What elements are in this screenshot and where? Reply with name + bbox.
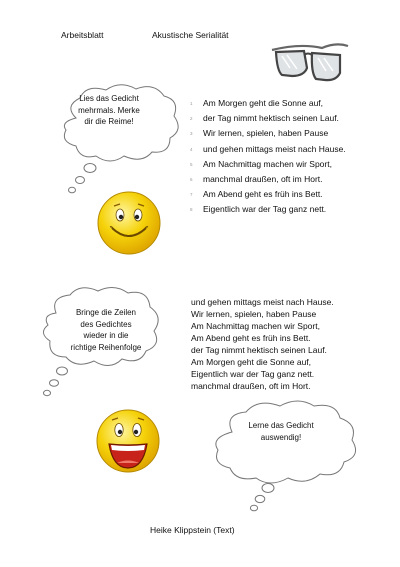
line-text: der Tag nimmt hektisch seinen Lauf. <box>203 113 339 124</box>
poem-shuffled <box>191 296 396 392</box>
thought-bubble <box>206 398 366 516</box>
worksheet-label: Arbeitsblatt <box>61 30 104 40</box>
poem-line <box>190 126 395 141</box>
bubble-line: Lerne das Gedicht <box>248 421 314 430</box>
line-number: 1 <box>190 101 193 106</box>
line-number: 4 <box>190 146 193 152</box>
poem-line <box>190 172 395 187</box>
line-number: 7 <box>190 192 193 198</box>
line-text: Am Abend geht es früh ins Bett. <box>203 189 323 200</box>
poem-line <box>190 187 395 202</box>
line-text: Wir lernen, spielen, haben Pause <box>203 128 329 139</box>
poem-line <box>190 157 395 172</box>
bubble-line: Lies das Gedicht <box>79 94 139 103</box>
line-text: Eigentlich war der Tag ganz nett. <box>203 204 327 215</box>
glasses-icon <box>270 38 350 84</box>
bubble-instruction-memorize <box>231 420 331 443</box>
bubble-instruction-read <box>64 93 154 128</box>
footer-credit: Heike Klippstein (Text) <box>150 525 235 535</box>
poem-line: Am Abend geht es früh ins Bett. <box>191 333 311 343</box>
poem-line <box>190 202 395 217</box>
laughing-smiley-icon <box>95 408 161 474</box>
poem-line <box>190 142 395 157</box>
line-number: 2 <box>190 116 193 122</box>
bubble-line: des Gedichtes <box>80 319 132 329</box>
poem-line: Am Nachmittag machen wir Sport, <box>191 321 320 331</box>
bubble-line: richtige Reihenfolge <box>70 342 142 352</box>
smiley-icon <box>96 190 162 256</box>
line-text: und gehen mittags meist nach Hause. <box>203 143 346 154</box>
bubble-line: auswendig! <box>260 432 302 442</box>
poem-line: Wir lernen, spielen, haben Pause <box>191 309 317 319</box>
poem-line <box>190 96 395 111</box>
line-text: manchmal draußen, oft im Hort. <box>203 173 323 184</box>
poem-line: und gehen mittags meist nach Hause. <box>191 297 334 307</box>
worksheet-title: Akustische Serialität <box>152 30 229 40</box>
poem-line: Eigentlich war der Tag ganz nett. <box>191 369 315 379</box>
poem-line: Am Morgen geht die Sonne auf, <box>191 357 312 367</box>
line-text: Am Nachmittag machen wir Sport, <box>203 158 332 169</box>
bubble-line: mehrmals. Merke <box>78 105 140 115</box>
poem-line: manchmal draußen, oft im Hort. <box>191 381 311 391</box>
poem-numbered <box>190 96 395 218</box>
bubble-line: Bringe die Zeilen <box>75 308 137 317</box>
bubble-instruction-order <box>56 307 156 353</box>
poem-line: der Tag nimmt hektisch seinen Lauf. <box>191 345 327 355</box>
line-number: 3 <box>190 131 193 137</box>
line-number: 8 <box>190 207 193 213</box>
line-number: 5 <box>190 161 193 167</box>
line-text: Am Morgen geht die Sonne auf, <box>203 98 324 108</box>
bubble-line: wieder in die <box>83 331 129 340</box>
poem-line <box>190 111 395 126</box>
bubble-line: dir die Reime! <box>84 117 134 126</box>
line-number: 6 <box>190 176 193 182</box>
